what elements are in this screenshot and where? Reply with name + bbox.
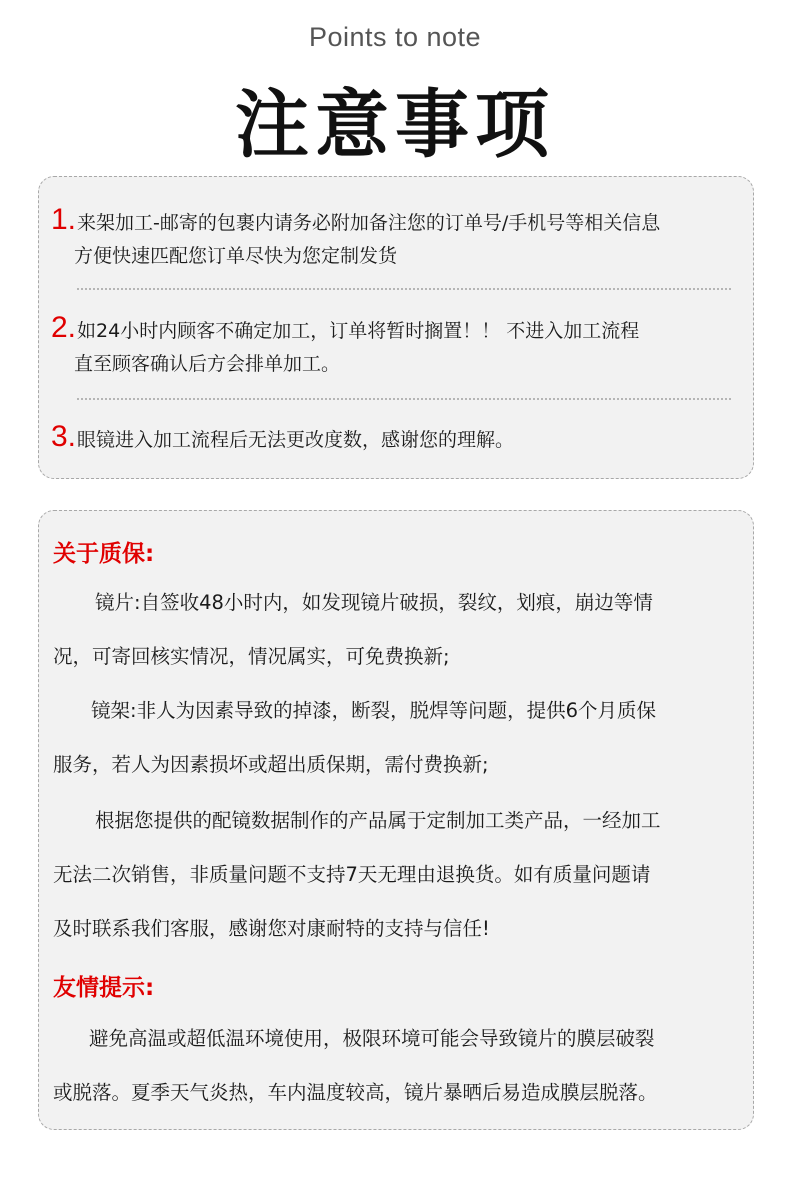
note-item-2 <box>51 311 743 376</box>
note-text: 来架加工-邮寄的包裹内请务必附加备注您的订单号/手机号等相关信息 <box>77 212 661 234</box>
page-subtitle: Points to note <box>308 22 482 52</box>
warranty-paragraph-line: 根据您提供的配镜数据制作的产品属于定制加工类产品，一经加工 <box>95 809 661 832</box>
tips-title: 友情提示: <box>53 975 155 1001</box>
note-number: 1. <box>51 203 77 236</box>
warranty-paragraph-line: 镜架:非人为因素导致的掉漆，断裂，脱焊等问题，提供6个月质保 <box>91 699 656 722</box>
warranty-paragraph-line: 服务，若人为因素损坏或超出质保期，需付费换新; <box>53 753 489 776</box>
warranty-title: 关于质保: <box>53 541 155 567</box>
page-title: 注意事项 <box>235 82 555 168</box>
divider <box>77 398 731 400</box>
note-item-3 <box>51 420 743 454</box>
warranty-paragraph-line: 况，可寄回核实情况，情况属实，可免费换新; <box>53 645 450 668</box>
note-number: 3. <box>51 420 77 453</box>
warranty-card <box>38 510 754 1130</box>
note-text: 眼镜进入加工流程后无法更改度数，感谢您的理解。 <box>77 429 515 451</box>
warranty-paragraph-line: 及时联系我们客服，感谢您对康耐特的支持与信任! <box>53 917 490 940</box>
note-text-continued: 方便快速匹配您订单尽快为您定制发货 <box>74 245 398 267</box>
note-text-continued: 直至顾客确认后方会排单加工。 <box>74 353 341 375</box>
notes-card <box>38 176 754 479</box>
note-number: 2. <box>51 311 77 344</box>
tips-paragraph-line: 或脱落。夏季天气炎热，车内温度较高，镜片暴晒后易造成膜层脱落。 <box>53 1081 658 1104</box>
divider <box>77 288 731 290</box>
warranty-paragraph-line: 镜片:自签收48小时内，如发现镜片破损，裂纹，划痕，崩边等情 <box>95 591 653 614</box>
note-item-1 <box>51 203 743 268</box>
warranty-paragraph-line: 无法二次销售，非质量问题不支持7天无理由退换货。如有质量问题请 <box>53 863 651 886</box>
tips-paragraph-line: 避免高温或超低温环境使用，极限环境可能会导致镜片的膜层破裂 <box>89 1027 655 1050</box>
note-text: 如24小时内顾客不确定加工，订单将暂时搁置！！ 不进入加工流程 <box>77 320 640 342</box>
